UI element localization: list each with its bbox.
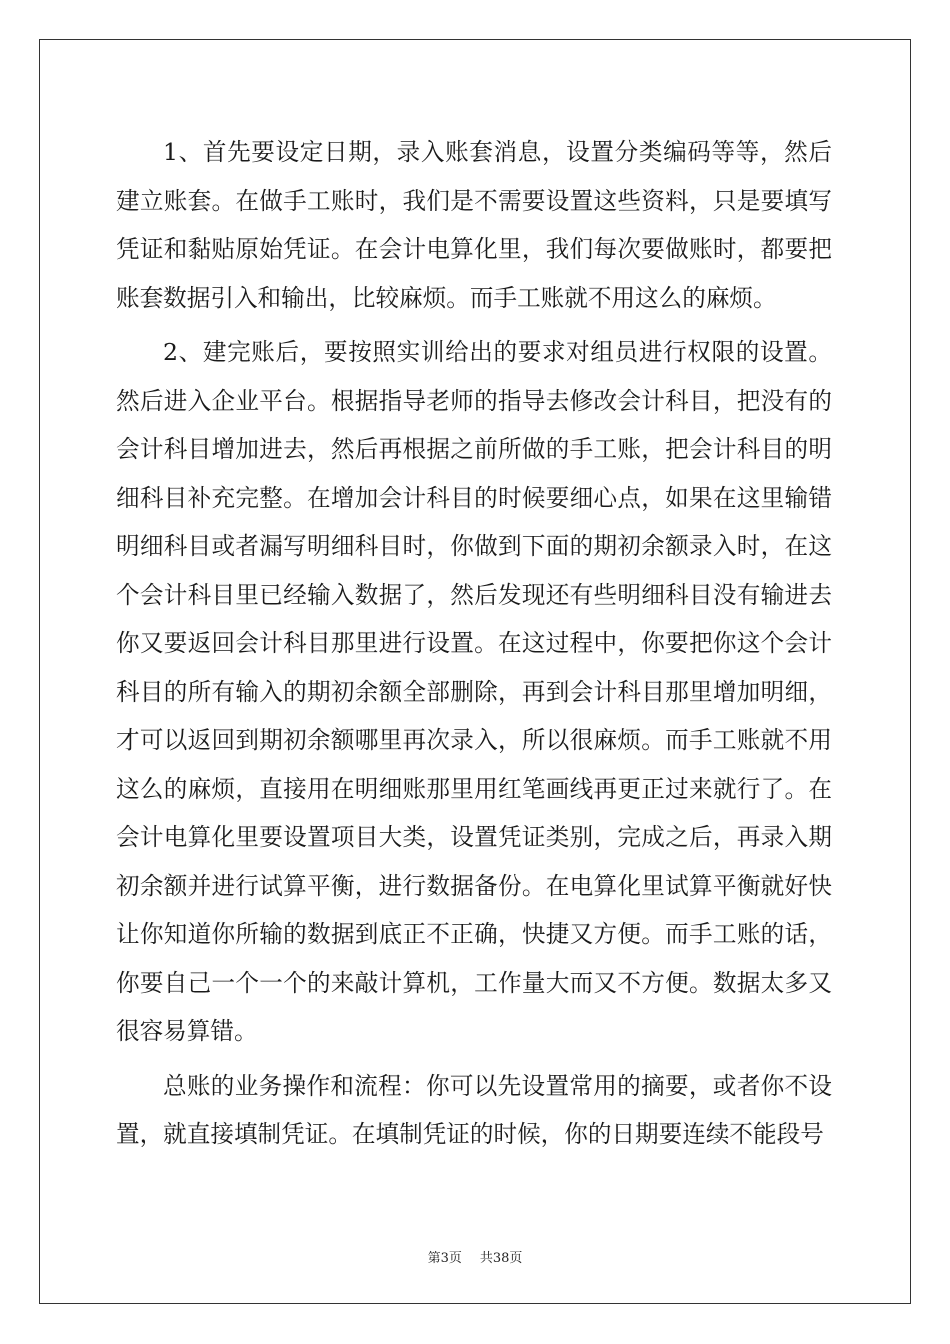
document-body — [116, 128, 832, 1159]
paragraph-3: 总账的业务操作和流程：你可以先设置常用的摘要，或者你不设置，就直接填制凭证。在填制凭证的时候，你的日期要连续不能段号 — [116, 1071, 832, 1148]
paragraph-2: 2、建完账后，要按照实训给出的要求对组员进行权限的设置。然后进入企业平台。根据指导老师的指导去修改会计科目，把没有的会计科目增加进去，然后再根据之前所做的手工账，把会计科目的明细科目补充完整。在增加会计科目的时候要细心点，如果在这里输错明细科目或者漏写明细科目时，你做到下面的期初余额录入时，在这个会计科目里已经输入数据了，然后发现还有些明细科目没有输进去你又要返回会计科目那里进行设置。在这过程中，你要把你这个会计科目的所有输入的期初余额全部删除，再到会计科目那里增加明细，才可以返回到期初余额哪里再次录入，所以很麻烦。而手工账就不用这么的麻烦，直接用在明细账那里用红笔画线再更正过来就行了。在会计电算化里要设置项目大类，设置凭证类别，完成之后，再录入期初余额并进行试算平衡，进行数据备份。在电算化里试算平衡就好快让你知道你所输的数据到底正不正确，快捷又方便。而手工账的话，你要自己一个一个的来敲计算机，工作量大而又不方便。数据太多又很容易算错。 — [116, 338, 832, 1045]
paragraph-1: 1、首先要设定日期，录入账套消息，设置分类编码等等，然后建立账套。在做手工账时，我们是不需要设置这些资料，只是要填写凭证和黏贴原始凭证。在会计电算化里，我们每次要做账时，都要把账套数据引入和输出，比较麻烦。而手工账就不用这么的麻烦。 — [116, 138, 832, 312]
page-number: 第3页 — [427, 1251, 462, 1266]
page-footer — [0, 1251, 950, 1267]
page-total: 共38页 — [479, 1251, 523, 1266]
